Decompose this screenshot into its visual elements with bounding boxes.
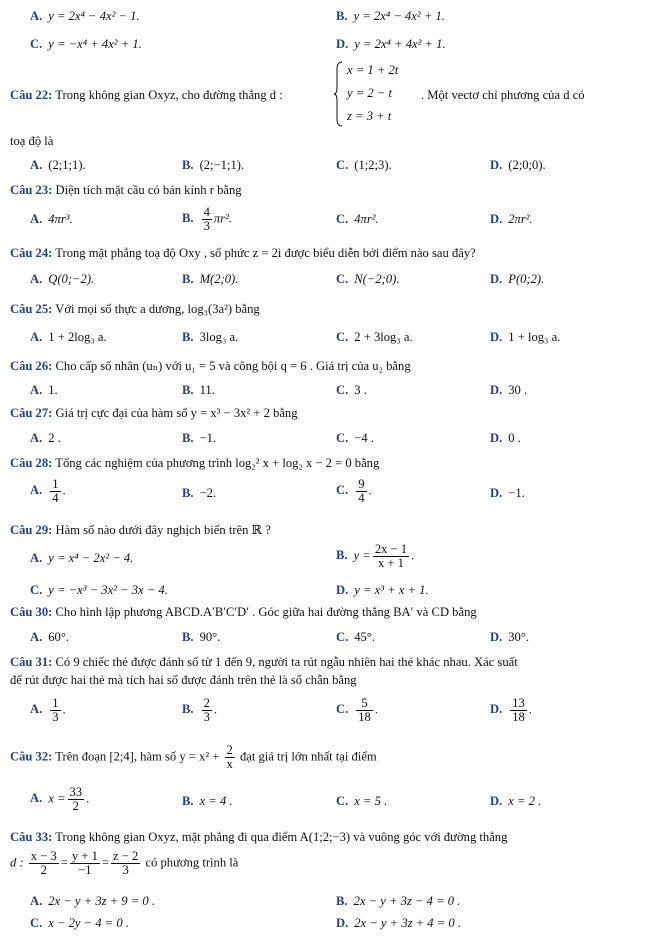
q28-option-b: B. −2. bbox=[182, 486, 217, 500]
q31-c-fraction: $\frac{5}{18}$ bbox=[358, 696, 371, 724]
q22-eq-z: z = 3 + t bbox=[347, 109, 392, 123]
q29-option-a: A. y = x⁴ − 2x² − 4. bbox=[30, 551, 134, 565]
q25-option-a: A. 1 + 2log₃ a. bbox=[30, 330, 107, 344]
q24-option-b: B. M(2;0). bbox=[182, 272, 239, 286]
q24-option-c: C. N(−2;0). bbox=[336, 272, 400, 286]
q22-eq-y: y = 2 − t bbox=[347, 86, 392, 100]
q24-option-d: D. P(0;2). bbox=[490, 272, 545, 286]
q28-option-a: A. $\frac{1}{4}$ . bbox=[30, 477, 66, 505]
q28-c-fraction: $\frac{9}{4}$ bbox=[358, 477, 365, 505]
q27-option-a: A. 2 . bbox=[30, 431, 61, 445]
q31-option-d: D. $\frac{13}{18}$ . bbox=[490, 696, 532, 724]
q22-line-system bbox=[333, 61, 429, 127]
q25-option-c: C. 2 + 3log₃ a. bbox=[336, 330, 413, 344]
q32-option-a: A. x = $\frac{33}{2}$ . bbox=[30, 785, 90, 813]
q26-option-d: D. 30 . bbox=[490, 383, 528, 397]
q33-fraction-x: $\frac{x - 3}{2}$ bbox=[30, 849, 57, 877]
q33-stem: Câu 33: Trong không gian Oxyz, mặt phẳng đi qua điểm A(1;2;−3) và vuông góc với đường thẳng bbox=[10, 830, 508, 844]
q22-option-b: B. (2;−1;1). bbox=[182, 158, 245, 172]
q23-option-b: B. $\frac{4}{3}$ πr². bbox=[182, 205, 232, 233]
q31-a-fraction: $\frac{1}{3}$ bbox=[52, 696, 59, 724]
q30-option-c: C. 45°. bbox=[336, 630, 376, 644]
q27-option-d: D. 0 . bbox=[490, 431, 521, 445]
q26-option-b: B. 11. bbox=[182, 383, 215, 397]
q32-option-d: D. x = 2 . bbox=[490, 794, 542, 808]
q25-option-d: D. 1 + log₃ a. bbox=[490, 330, 561, 344]
q33-fraction-z: $\frac{z - 2}{3}$ bbox=[113, 849, 139, 877]
q23-b-fraction: $\frac{4}{3}$ bbox=[203, 205, 210, 233]
q33-option-a: A. 2x − y + 3z + 9 = 0 . bbox=[30, 894, 155, 908]
q33-fraction-y: $\frac{y + 1}{-1}$ bbox=[71, 849, 98, 877]
q27-option-c: C. −4 . bbox=[336, 431, 374, 445]
q23-stem: Câu 23: Diện tích mặt cầu có bán kính r bằng bbox=[10, 183, 242, 197]
q33-option-d: D. 2x − y + 3z + 4 = 0 . bbox=[336, 916, 461, 930]
q29-option-b: B. y = $\frac{2x - 1}{x + 1}$ . bbox=[336, 542, 415, 570]
q28-stem: Câu 28: Tổng các nghiệm của phương trình log₂² x + log₂ x − 2 = 0 bằng bbox=[10, 456, 380, 470]
q23-option-d: D. 2πr². bbox=[490, 212, 533, 226]
q22-option-a: A. (2;1;1). bbox=[30, 158, 86, 172]
q26-stem: Câu 26: Cho cấp số nhân (uₙ) với u₁ = 5 và công bội q = 6 . Giá trị của u₂ bằng bbox=[10, 359, 411, 373]
q21-option-d: D. y = 2x⁴ + 4x² + 1. bbox=[336, 37, 446, 51]
q22-stem: Câu 22: Trong không gian Oxyz, cho đường thẳng d : bbox=[10, 88, 283, 102]
q30-stem: Câu 30: Cho hình lập phương ABCD.A′B′C′D′ . Góc giữa hai đường thẳng BA′ và CD bằng bbox=[10, 605, 477, 619]
q26-option-c: C. 3 . bbox=[336, 383, 367, 397]
q22-option-d: D. (2;0;0). bbox=[490, 158, 546, 172]
q27-option-b: B. −1. bbox=[182, 431, 217, 445]
q22-option-c: C. (1;2;3). bbox=[336, 158, 392, 172]
q31-d-fraction: $\frac{13}{18}$ bbox=[512, 696, 525, 724]
q32-option-c: C. x = 5 . bbox=[336, 794, 388, 808]
q30-option-d: D. 30°. bbox=[490, 630, 530, 644]
q21-option-b: B. y = 2x⁴ − 4x² + 1. bbox=[336, 9, 445, 23]
q31-option-a: A. $\frac{1}{3}$ . bbox=[30, 696, 66, 724]
q29-option-c: C. y = −x³ − 3x² − 3x − 4. bbox=[30, 583, 168, 597]
q22-stem-after: . Một vectơ chỉ phương của d có bbox=[421, 88, 585, 102]
q23-option-c: C. 4πr². bbox=[336, 212, 379, 226]
q24-stem: Câu 24: Trong mặt phẳng toạ độ Oxy , số phức z = 2i được biểu diễn bởi điểm nào sau đây? bbox=[10, 246, 476, 260]
q22-eq-x: x = 1 + 2t bbox=[347, 63, 399, 77]
q33-option-b: B. 2x − y + 3z − 4 = 0 . bbox=[336, 894, 461, 908]
q29-b-fraction: $\frac{2x - 1}{x + 1}$ bbox=[374, 542, 408, 570]
q32-option-b: B. x = 4 . bbox=[182, 794, 233, 808]
q28-option-c: C. $\frac{9}{4}$ . bbox=[336, 477, 372, 505]
q32-a-fraction: $\frac{33}{2}$ bbox=[69, 785, 83, 813]
q31-option-b: B. $\frac{2}{3}$ . bbox=[182, 696, 218, 724]
q28-a-fraction: $\frac{1}{4}$ bbox=[52, 477, 59, 505]
q32-stem: Câu 32: Trên đoạn [2;4], hàm số y = x² + $\frac{2}{x}$ đạt giá trị lớn nhất tại điểm bbox=[10, 743, 377, 771]
q27-stem: Câu 27: Giá trị cực đại của hàm số y = x³ − 3x² + 2 bằng bbox=[10, 406, 298, 420]
q21-option-a: A. y = 2x⁴ − 4x² − 1. bbox=[30, 9, 140, 23]
q28-option-d: D. −1. bbox=[490, 486, 525, 500]
q31-option-c: C. $\frac{5}{18}$ . bbox=[336, 696, 378, 724]
q29-stem: Câu 29: Hàm số nào dưới đây nghịch biến trên ℝ ? bbox=[10, 523, 271, 537]
q25-option-b: B. 3log₃ a. bbox=[182, 330, 239, 344]
q31-stem-cont: để rút được hai thẻ mà tích hai số được đánh trên thẻ là số chẵn bằng bbox=[10, 673, 357, 687]
q31-stem: Câu 31: Có 9 chiếc thẻ được đánh số từ 1 đến 9, người ta rút ngẫu nhiên hai thẻ khác nhau. Xác suất bbox=[10, 655, 518, 669]
q23-option-a: A. 4πr³. bbox=[30, 212, 73, 226]
q29-option-d: D. y = x³ + x + 1. bbox=[336, 583, 429, 597]
brace-icon bbox=[333, 61, 343, 127]
q32-stem-fraction: $\frac{2}{x}$ bbox=[226, 743, 233, 771]
q21-option-c: C. y = −x⁴ + 4x² + 1. bbox=[30, 37, 142, 51]
q33-line-equation: d : $\frac{x - 3}{2}$ = $\frac{y + 1}{-1}$ = $\frac{z - 2}{3}$ có phương trình là bbox=[10, 849, 239, 877]
q25-stem: Câu 25: Với mọi số thực a dương, log₃(3a²) bằng bbox=[10, 302, 260, 316]
q33-option-c: C. x − 2y − 4 = 0 . bbox=[30, 916, 130, 930]
q30-option-a: A. 60°. bbox=[30, 630, 70, 644]
q31-b-fraction: $\frac{2}{3}$ bbox=[203, 696, 210, 724]
q26-option-a: A. 1. bbox=[30, 383, 58, 397]
q22-stem-cont: toạ độ là bbox=[10, 134, 54, 148]
q24-option-a: A. Q(0;−2). bbox=[30, 272, 95, 286]
q30-option-b: B. 90°. bbox=[182, 630, 221, 644]
